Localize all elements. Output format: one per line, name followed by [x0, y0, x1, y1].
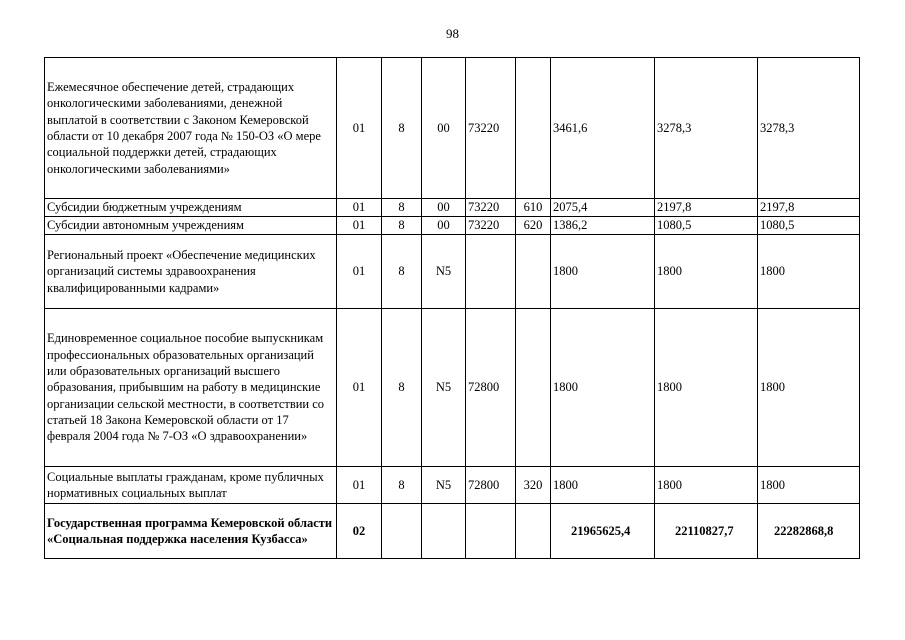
subprogram-code: 8 [382, 467, 422, 504]
table-row [45, 467, 860, 504]
main-event-code: N5 [422, 309, 466, 467]
table-row-total [45, 504, 860, 559]
amount-year-2: 2197,8 [655, 199, 758, 217]
amount-year-2: 3278,3 [655, 58, 758, 199]
direction-code: 72800 [466, 309, 516, 467]
amount-year-1: 1800 [551, 309, 655, 467]
direction-code [466, 235, 516, 309]
amount-year-3: 1080,5 [758, 217, 860, 235]
direction-code: 72800 [466, 467, 516, 504]
amount-year-2: 1080,5 [655, 217, 758, 235]
amount-year-3: 1800 [758, 309, 860, 467]
amount-year-3: 2197,8 [758, 199, 860, 217]
table-row [45, 235, 860, 309]
amount-year-3: 22282868,8 [758, 504, 860, 559]
amount-year-1: 1386,2 [551, 217, 655, 235]
direction-code: 73220 [466, 199, 516, 217]
program-code: 01 [337, 199, 382, 217]
program-code: 01 [337, 58, 382, 199]
amount-year-1: 3461,6 [551, 58, 655, 199]
program-code: 02 [337, 504, 382, 559]
amount-year-3: 1800 [758, 235, 860, 309]
row-name: Региональный проект «Обеспечение медицинских организаций системы здравоохранения квалифицированными кадрами» [45, 235, 337, 309]
expense-type-code [516, 58, 551, 199]
expense-type-code [516, 309, 551, 467]
amount-year-2: 22110827,7 [655, 504, 758, 559]
expense-type-code: 620 [516, 217, 551, 235]
expense-type-code [516, 504, 551, 559]
amount-year-3: 1800 [758, 467, 860, 504]
row-name: Субсидии автономным учреждениям [45, 217, 337, 235]
amount-year-1: 2075,4 [551, 199, 655, 217]
subprogram-code [382, 504, 422, 559]
expense-type-code: 320 [516, 467, 551, 504]
subprogram-code: 8 [382, 217, 422, 235]
program-code: 01 [337, 235, 382, 309]
amount-year-3: 3278,3 [758, 58, 860, 199]
table-row [45, 199, 860, 217]
main-event-code: N5 [422, 467, 466, 504]
main-event-code: N5 [422, 235, 466, 309]
main-event-code [422, 504, 466, 559]
direction-code: 73220 [466, 58, 516, 199]
table-row [45, 58, 860, 199]
program-code: 01 [337, 217, 382, 235]
direction-code: 73220 [466, 217, 516, 235]
table-row [45, 217, 860, 235]
subprogram-code: 8 [382, 199, 422, 217]
subprogram-code: 8 [382, 309, 422, 467]
expense-type-code: 610 [516, 199, 551, 217]
budget-table [44, 57, 860, 559]
subprogram-code: 8 [382, 58, 422, 199]
direction-code [466, 504, 516, 559]
subprogram-code: 8 [382, 235, 422, 309]
row-name: Единовременное социальное пособие выпускникам профессиональных образовательных организаций или образовательных организаций высшего образования, прибывшим на работу в медицинские организации сельской местности, в соответствии со статьей 18 Закона Кемеровской области от 17 февраля 2004 года № 7-ОЗ «О здравоохранении» [45, 309, 337, 467]
main-event-code: 00 [422, 58, 466, 199]
main-event-code: 00 [422, 199, 466, 217]
expense-type-code [516, 235, 551, 309]
amount-year-2: 1800 [655, 467, 758, 504]
row-name: Государственная программа Кемеровской области «Социальная поддержка населения Кузбасса» [45, 504, 337, 559]
row-name: Ежемесячное обеспечение детей, страдающих онкологическими заболеваниями, денежной выплатой в соответствии с Законом Кемеровской области от 10 декабря 2007 года № 150-ОЗ «О мере социальной поддержки детей, страдающих онкологическими заболеваниями» [45, 58, 337, 199]
row-name: Социальные выплаты гражданам, кроме публичных нормативных социальных выплат [45, 467, 337, 504]
page-number: 98 [446, 26, 459, 41]
amount-year-2: 1800 [655, 235, 758, 309]
amount-year-2: 1800 [655, 309, 758, 467]
amount-year-1: 1800 [551, 235, 655, 309]
program-code: 01 [337, 467, 382, 504]
amount-year-1: 1800 [551, 467, 655, 504]
main-event-code: 00 [422, 217, 466, 235]
table-row [45, 309, 860, 467]
program-code: 01 [337, 309, 382, 467]
row-name: Субсидии бюджетным учреждениям [45, 199, 337, 217]
amount-year-1: 21965625,4 [551, 504, 655, 559]
